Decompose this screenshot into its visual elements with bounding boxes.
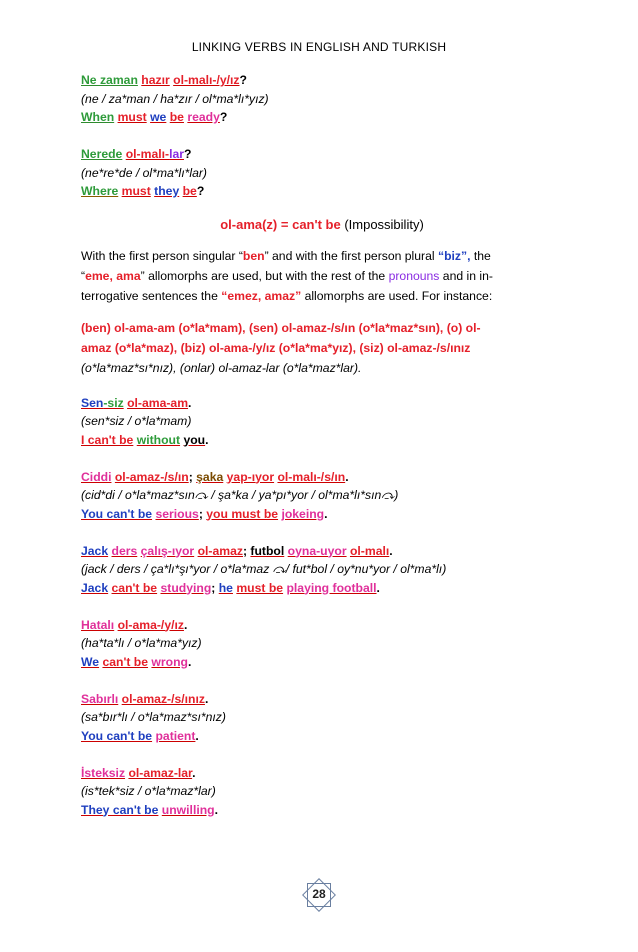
word: ready (187, 110, 220, 124)
word: we (150, 110, 167, 124)
turkish-sentence-6 (81, 616, 563, 635)
english-sentence-5 (81, 579, 563, 598)
punct: ; (188, 469, 193, 484)
word: wrong (151, 654, 188, 669)
word: yap-ıyor (226, 469, 275, 484)
word: Nerede (81, 147, 123, 161)
punct: . (188, 395, 192, 410)
text: “emez, amaz” (221, 288, 302, 303)
word: Ciddi (81, 469, 112, 484)
word: must be (236, 580, 284, 595)
word: jokeing (281, 506, 325, 521)
word: without (136, 432, 181, 447)
english-sentence-1 (81, 108, 563, 127)
punct: ; (198, 506, 203, 521)
punct: . (389, 543, 393, 558)
word: playing football (286, 580, 377, 595)
punct: . (204, 691, 209, 706)
section-title (81, 217, 563, 232)
word: you must be (206, 506, 279, 521)
word: Jack (81, 543, 109, 558)
punct: . (187, 654, 192, 669)
word: must (117, 110, 147, 124)
word: ol-malı (349, 543, 390, 558)
punct: ? (196, 184, 205, 198)
turkish-sentence-5 (81, 542, 563, 561)
punct: ? (219, 110, 228, 124)
pronunciation-5: (jack / ders / ça*lı*şı*yor / o*la*maz ⤼/ fut*bol / oy*nu*yor / ol*ma*lı) (81, 562, 447, 576)
word: futbol (250, 543, 285, 558)
word: çalış-ıyor (140, 543, 195, 558)
text: pronouns (388, 268, 440, 283)
word: patient (155, 728, 196, 743)
word: ol-amaz-lar (128, 765, 193, 780)
example-line: (ben) ol-ama-am (o*la*mam), (sen) ol-amaz-/s/ın (o*la*maz*sın), (o) ol- (81, 320, 481, 335)
word: Ne zaman (81, 73, 138, 87)
word: Jack (81, 580, 109, 595)
word: ders (111, 543, 138, 558)
english-sentence-6 (81, 653, 563, 672)
text: “biz”, (437, 248, 471, 263)
text: and in in- (439, 268, 493, 283)
turkish-sentence-2 (81, 145, 563, 164)
pronunciation-1: (ne / za*man / ha*zır / ol*ma*lı*yız) (81, 91, 269, 106)
turkish-sentence-3 (81, 394, 563, 413)
word: you (183, 432, 206, 447)
word: Sabırlı (81, 691, 119, 706)
word: serious (155, 506, 199, 521)
word: studying (160, 580, 212, 595)
word: Sen (81, 395, 104, 410)
english-sentence-3 (81, 431, 563, 450)
text: terrogative sentences the (81, 288, 222, 303)
english-sentence-7 (81, 727, 563, 746)
turkish-sentence-8 (81, 764, 563, 783)
pronunciation-8: (is*tek*siz / o*la*maz*lar) (81, 784, 216, 798)
pronunciation-4: (cid*di / o*la*maz*sın⤼ / şa*ka / ya*pı*yor / ol*ma*lı*sın⤼) (81, 488, 399, 502)
punct: ; (211, 580, 216, 595)
title-note: (Impossibility) (340, 216, 424, 232)
word: ol-amaz (197, 543, 243, 558)
pronunciation-7: (sa*bır*lı / o*la*maz*sı*nız) (81, 710, 226, 724)
word: I can't be (81, 432, 134, 447)
punct: ? (183, 147, 192, 161)
word: ol-amaz-/s/ın (114, 469, 189, 484)
title-main: ol-ama(z) (220, 216, 278, 232)
punct: . (214, 802, 218, 817)
word: ol-ama-am (127, 395, 189, 410)
text: ben (242, 248, 265, 263)
word: They can't be (81, 802, 159, 817)
intro-paragraph (81, 246, 563, 306)
word: can't be (102, 654, 149, 669)
word: they (154, 184, 180, 198)
word: İsteksiz (81, 765, 126, 780)
turkish-sentence-7 (81, 690, 563, 709)
word: be (169, 110, 184, 124)
punct: . (345, 469, 349, 484)
punct: . (324, 506, 328, 521)
turkish-sentence-4 (81, 468, 563, 487)
word: oyna-uyor (287, 543, 347, 558)
word: ol-malı-/y/ız (173, 73, 240, 87)
word: ol-amaz-/s/ınız (121, 691, 205, 706)
word: You can't be (81, 728, 153, 743)
pronunciation-2: (ne*re*de / ol*ma*lı*lar) (81, 165, 207, 180)
page-header: LINKING VERBS IN ENGLISH AND TURKISH (191, 40, 447, 54)
word: Hatalı (81, 617, 115, 632)
punct: ? (239, 73, 247, 87)
page-content (81, 71, 563, 819)
text: “ (81, 268, 86, 283)
text: eme, ama (85, 268, 141, 283)
example-line: (o*la*maz*sı*nız), (onlar) ol-amaz-lar (o*la*maz*lar). (81, 360, 362, 375)
example-line: amaz (o*la*maz), (biz) ol-ama-/y/ız (o*la*ma*yız), (siz) ol-amaz-/s/ınız (81, 340, 471, 355)
punct: . (183, 617, 188, 632)
word: şaka (196, 469, 224, 484)
punct: ; (242, 543, 248, 558)
text: ” allomorphs are used, but with the rest of the (140, 268, 389, 283)
word: ol-malı-/s/ın (277, 469, 346, 484)
title-rest: can't be (292, 216, 341, 232)
pronunciation-3: (sen*siz / o*la*mam) (81, 414, 192, 428)
text: With the first person singular “ (81, 248, 243, 263)
word: be (182, 184, 197, 198)
page-number: 28 (312, 887, 326, 901)
examples-paragraph (81, 318, 563, 378)
word: must (121, 184, 151, 198)
english-sentence-8 (81, 801, 563, 820)
word: Where (81, 184, 119, 198)
word: When (81, 110, 115, 124)
english-sentence-2 (81, 182, 563, 201)
word: We (81, 654, 100, 669)
text: allomorphs are used. For instance: (301, 288, 493, 303)
word: unwilling (161, 802, 215, 817)
text: the (470, 248, 491, 263)
text: ” and with the first person plural (264, 248, 438, 263)
english-sentence-4 (81, 505, 563, 524)
title-eq: = (277, 216, 293, 232)
word: ol-ama-/y/ız (117, 617, 184, 632)
word: can't be (111, 580, 158, 595)
word: hazır (141, 73, 170, 87)
word: lar (169, 147, 184, 161)
punct: . (205, 432, 209, 447)
punct: . (195, 728, 199, 743)
word: ol-malı- (125, 147, 170, 161)
pronunciation-6: (ha*ta*lı / o*la*ma*yız) (81, 636, 202, 650)
page-number-badge (302, 878, 336, 912)
word: he (218, 580, 233, 595)
punct: . (192, 765, 196, 780)
turkish-sentence-1 (81, 71, 563, 90)
punct: . (376, 580, 380, 595)
word: You can't be (81, 506, 153, 521)
word: -siz (103, 395, 124, 410)
